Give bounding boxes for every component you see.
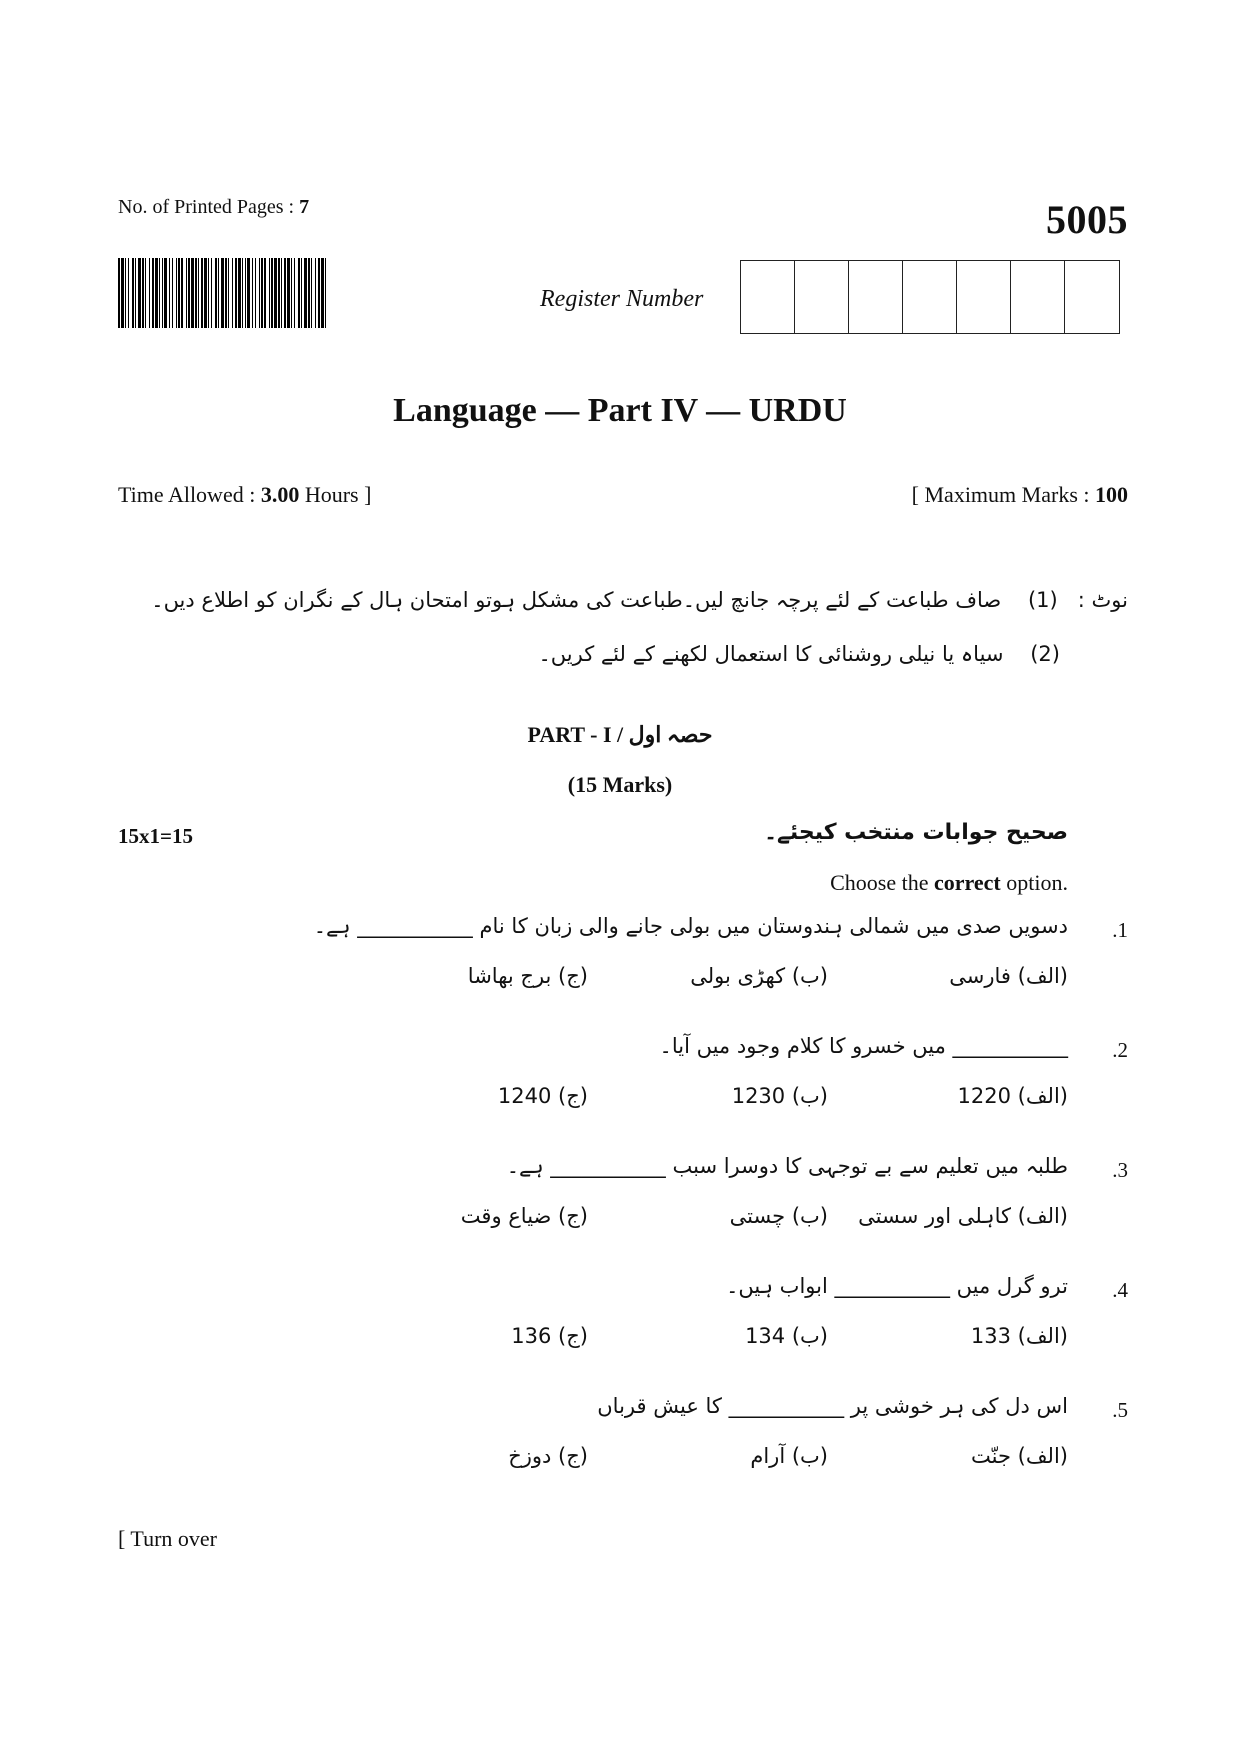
note-2-number: (2) [1030,642,1060,666]
question-text: طلبہ میں تعلیم سے بے توجہی کا دوسرا سبب ___________ ہے۔ [506,1154,1068,1178]
question-number: .3 [1112,1158,1128,1182]
option-b[interactable]: (ب) 134 [745,1324,828,1348]
option-c[interactable]: (ج) برج بھاشا [467,964,588,988]
note-1-text: صاف طباعت کے لئے پرچہ جانچ لیں۔طباعت کی مشکل ہوتو امتحان ہال کے نگران کو اطلاع دیں۔ [151,588,1002,612]
instruction-bold: correct [934,870,1001,895]
register-number-boxes [740,260,1120,334]
register-digit-box[interactable] [957,261,1011,333]
maximum-marks-value: 100 [1095,482,1128,507]
printed-pages [118,196,309,219]
marks-calculation: 15x1=15 [118,824,193,848]
option-c[interactable]: (ج) دوزخ [508,1444,588,1468]
question-number: .4 [1112,1278,1128,1302]
maximum-marks-label: [ Maximum Marks : [911,482,1090,507]
part-marks: (15 Marks) [567,772,673,797]
option-b[interactable]: (ب) کھڑی بولی [690,964,828,988]
instruction [830,870,1068,896]
paper-code: 5005 [1046,197,1128,242]
instruction-pre: Choose the [830,870,929,895]
register-number-label: Register Number [540,286,704,312]
urdu-instruction: صحیح جوابات منتخب کیجئے۔ [764,820,1068,845]
time-allowed [118,482,371,508]
option-c[interactable]: (ج) 1240 [497,1084,588,1108]
exam-title: Language — Part IV — URDU [393,392,847,429]
part-title: PART - I / حصہ اول [527,722,713,747]
instruction-post: option. [1006,870,1068,895]
note-label: نوٹ : [1077,588,1128,612]
option-c[interactable]: (ج) 136 [511,1324,588,1348]
option-b[interactable]: (ب) آرام [750,1444,828,1468]
option-a[interactable]: (الف) 133 [970,1324,1068,1348]
register-digit-box[interactable] [1011,261,1065,333]
time-allowed-unit: Hours ] [304,482,372,507]
note-1-number: (1) [1027,588,1058,612]
register-digit-box[interactable] [795,261,849,333]
option-b[interactable]: (ب) 1230 [731,1084,828,1108]
register-digit-box[interactable] [903,261,957,333]
option-a[interactable]: (الف) کاہلی اور سستی [858,1204,1068,1228]
option-b[interactable]: (ب) چستی [729,1204,828,1228]
time-allowed-label: Time Allowed : [118,482,256,507]
question-text: ___________ میں خسرو کا کلام وجود میں آیا۔ [659,1034,1068,1058]
register-digit-box[interactable] [741,261,795,333]
printed-pages-label: No. of Printed Pages : [118,196,295,218]
turn-over: [ Turn over [118,1526,218,1551]
time-allowed-value: 3.00 [260,482,300,507]
register-digit-box[interactable] [849,261,903,333]
question-text: ترو گرل میں ___________ ابواب ہیں۔ [726,1274,1068,1298]
barcode [118,258,328,328]
option-a[interactable]: (الف) 1220 [957,1084,1068,1108]
option-a[interactable]: (الف) فارسی [949,964,1068,988]
register-digit-box[interactable] [1065,261,1119,333]
printed-pages-value: 7 [299,196,310,218]
question-number: .2 [1112,1038,1128,1062]
question-text: اس دل کی ہر خوشی پر ___________ کا عیش قرباں [597,1394,1068,1418]
question-text: دسویں صدی میں شمالی ہندوستان میں بولی جانے والی زبان کا نام ___________ ہے۔ [313,914,1068,938]
note-2-text: سیاہ یا نیلی روشنائی کا استعمال لکھنے کے لئے کریں۔ [538,642,1004,666]
note-1 [151,588,1128,612]
question-number: .1 [1112,918,1128,942]
option-a[interactable]: (الف) جنّت [971,1444,1068,1468]
maximum-marks [912,482,1128,508]
question-number: .5 [1112,1398,1128,1422]
option-c[interactable]: (ج) ضیاع وقت [460,1204,588,1228]
note-2 [538,642,1060,666]
